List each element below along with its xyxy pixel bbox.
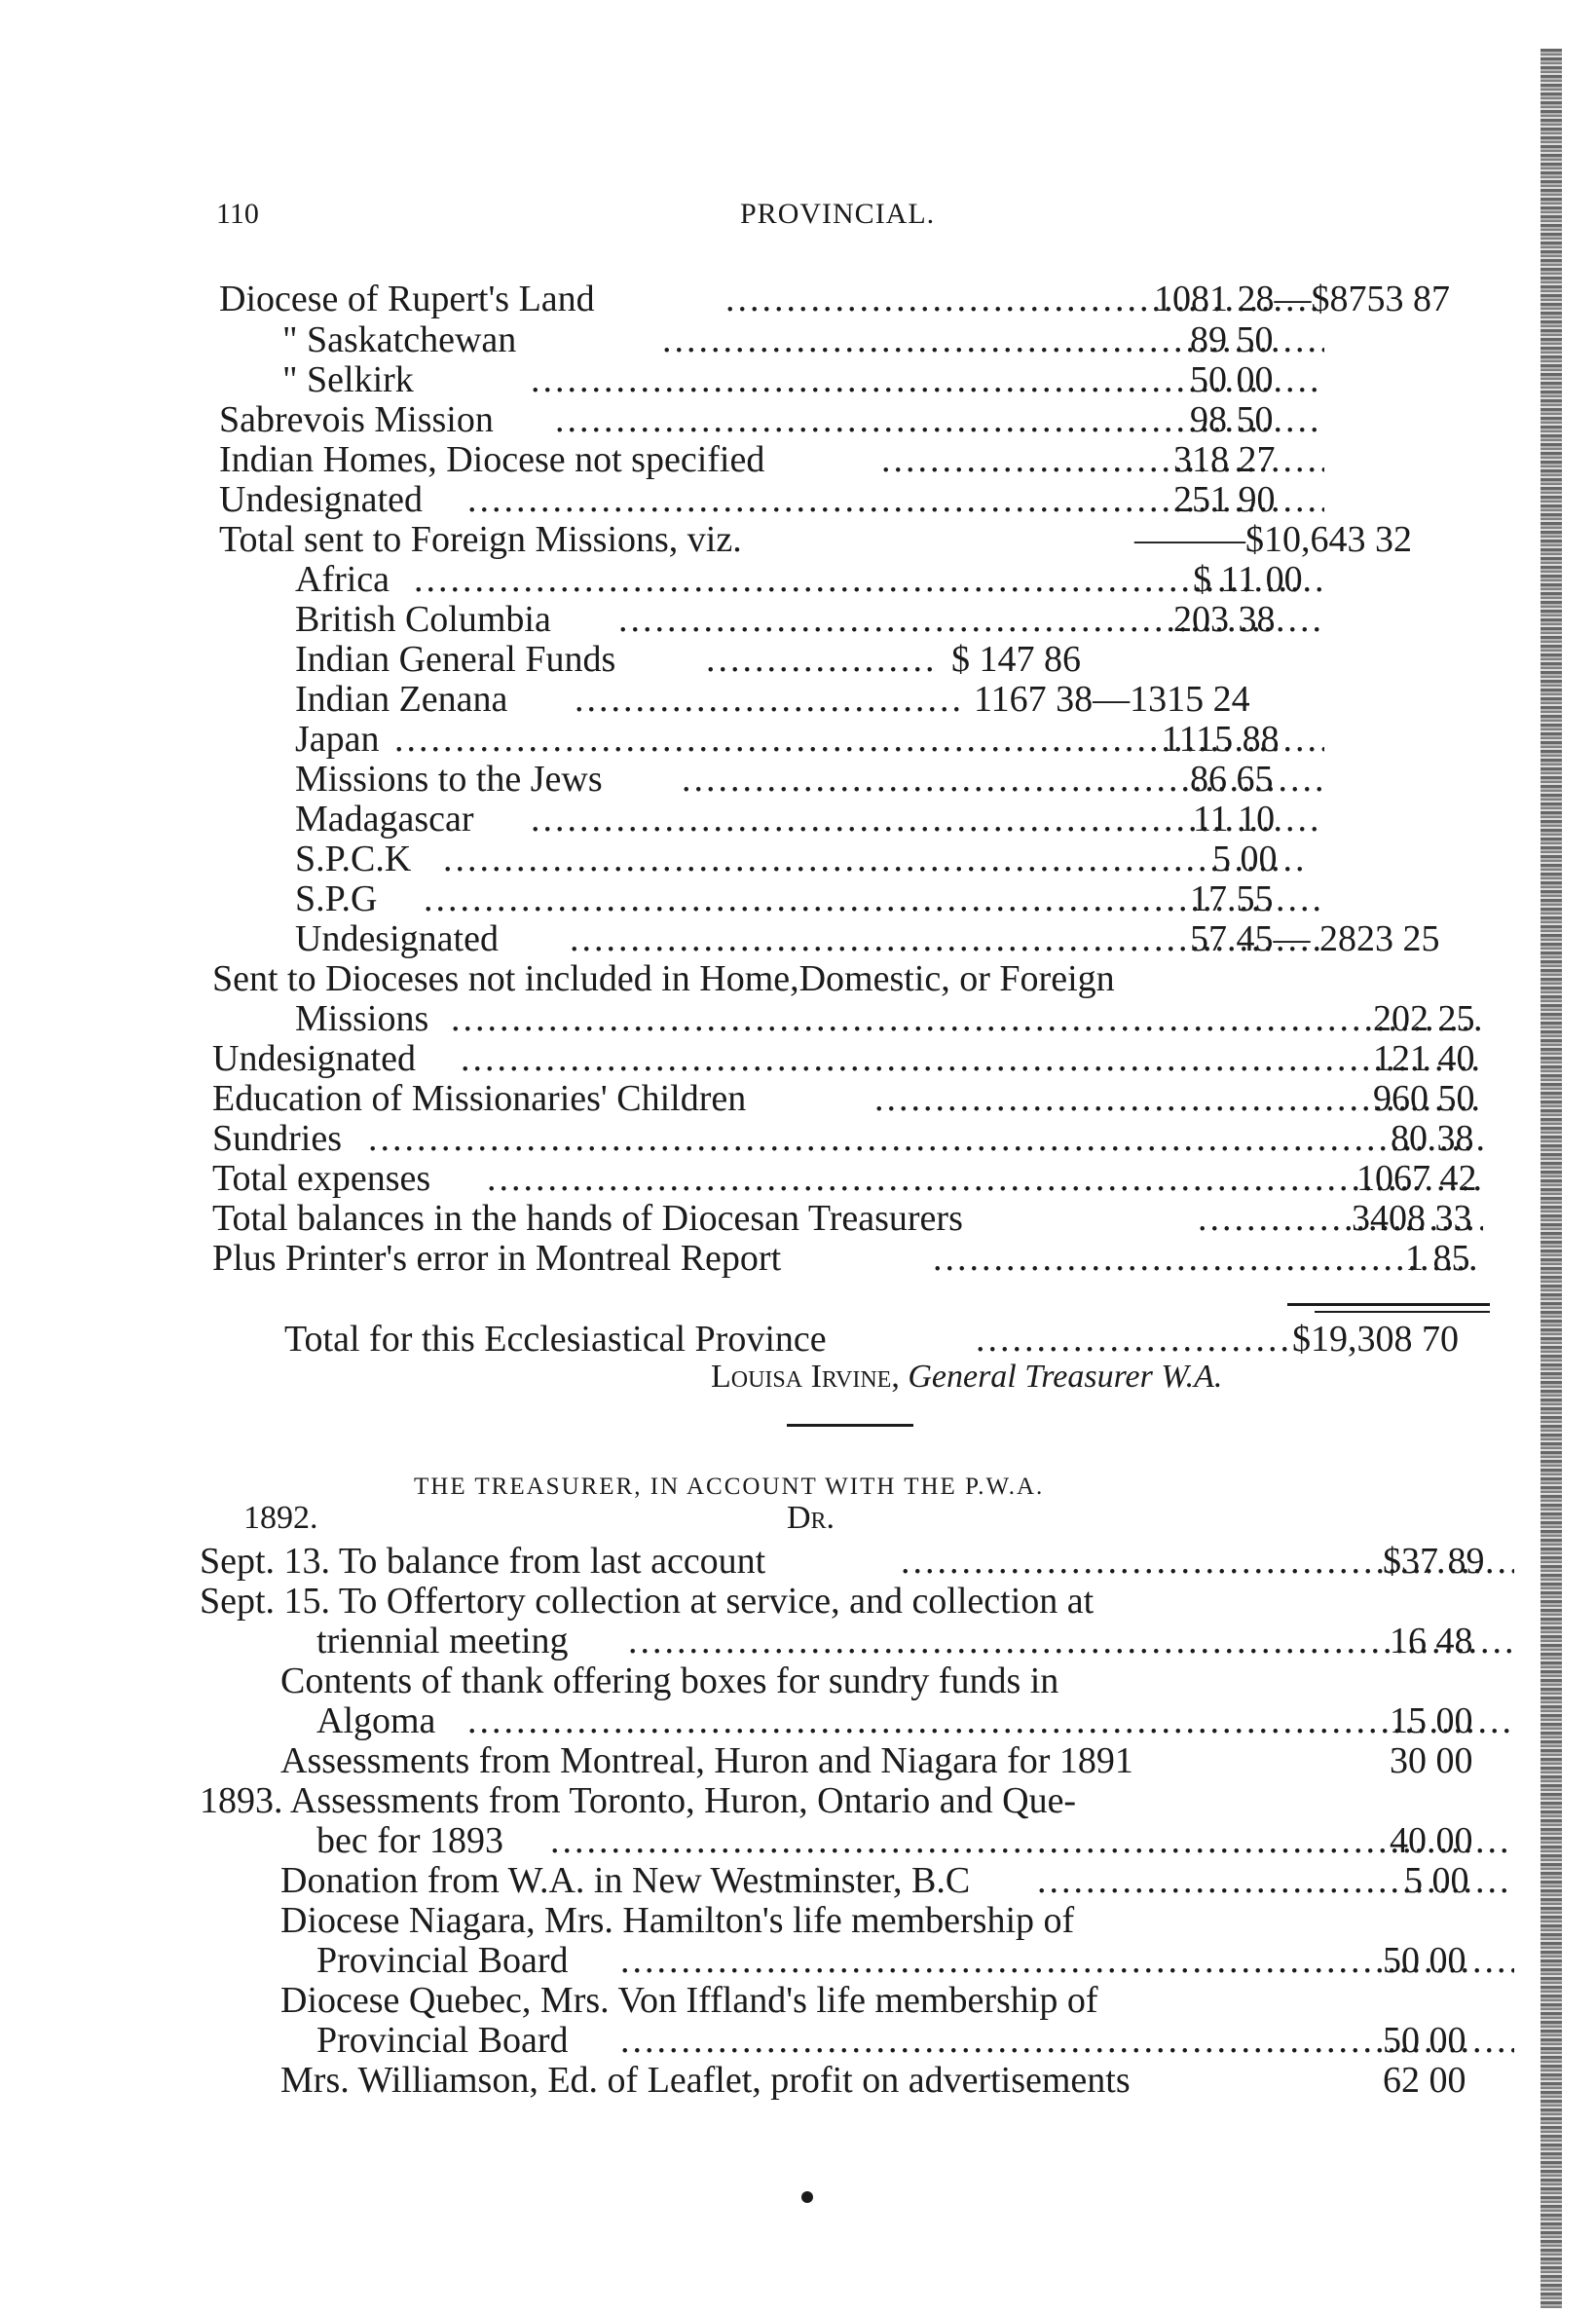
ledger-amount: 17 55: [1190, 878, 1274, 919]
ledger-amount: 57 45— 2823 25: [1190, 918, 1440, 959]
entry-amount: 16 48: [1390, 1621, 1473, 1661]
signature-name: Louisa Irvine,: [711, 1359, 900, 1395]
ledger-line: [219, 639, 1514, 680]
ledger-amount: 89 50: [1190, 319, 1274, 360]
ledger-line: [219, 519, 1514, 560]
leader-dots: [443, 839, 1310, 879]
ledger-label: Total balances in the hands of Diocesan Treasurers: [212, 1198, 963, 1239]
ledger-label: Missions: [295, 998, 429, 1039]
leader-dots: [628, 1621, 1514, 1661]
ledger-line: [219, 559, 1514, 600]
ledger-label: Total for this Ecclesiastical Province: [284, 1319, 827, 1360]
signature-line: [711, 1359, 1222, 1396]
page-title: PROVINCIAL.: [740, 198, 936, 230]
ledger-line: [219, 799, 1514, 839]
ledger-amount: 203 38: [1173, 599, 1276, 640]
ledger-line: [219, 359, 1514, 400]
grand-total-line: [284, 1319, 1502, 1360]
ledger-label: " Selkirk: [282, 359, 414, 400]
account-entry: [200, 1581, 1509, 1622]
account-entry: [200, 1940, 1509, 1981]
account-entry: [200, 2060, 1509, 2101]
leader-dots: [706, 639, 940, 680]
ledger-line: [219, 399, 1514, 440]
ledger-amount: 86 65: [1190, 759, 1274, 800]
account-entry: [200, 1820, 1509, 1861]
ledger-amount: 3408 33: [1352, 1198, 1472, 1239]
ledger-amount: 202 25: [1373, 998, 1475, 1039]
ledger-label: S.P.C.K: [295, 839, 412, 879]
ledger-line: [212, 1158, 1517, 1199]
page-header: [195, 198, 1490, 237]
account-entry: [200, 2020, 1509, 2061]
ledger-line: [219, 918, 1514, 959]
entry-label: Provincial Board: [316, 2020, 569, 2061]
entry-label: Algoma: [316, 1700, 436, 1741]
ledger-label: Japan: [295, 719, 380, 760]
ledger-line: [219, 479, 1514, 520]
leader-dots: [461, 1038, 1483, 1079]
leader-dots: [550, 1820, 1514, 1861]
ledger-line: [219, 878, 1514, 919]
entry-amount: 50 00: [1383, 1940, 1466, 1981]
ledger-label: Indian Homes, Diocese not specified: [219, 439, 765, 480]
ledger-label: Plus Printer's error in Montreal Report: [212, 1238, 782, 1279]
ledger-label: Indian Zenana: [295, 679, 508, 720]
section-divider: [787, 1424, 913, 1427]
entry-amount: 5 00: [1404, 1860, 1469, 1901]
ledger-line: [212, 1118, 1517, 1159]
entry-label: Sept. 15. To Offertory collection at service, and collection at: [200, 1581, 1095, 1622]
entry-label: Provincial Board: [316, 1940, 569, 1981]
ledger-label: Diocese of Rupert's Land: [219, 279, 595, 319]
ledger-amount: 98 50: [1190, 399, 1274, 440]
leader-dots: [575, 679, 959, 720]
leader-dots: [451, 998, 1483, 1039]
ledger-label: " Saskatchewan: [282, 319, 517, 360]
leader-dots: [620, 2020, 1514, 2061]
ledger-line: [212, 1038, 1517, 1079]
ledger-amount: 251 90: [1173, 479, 1276, 520]
account-side: Dr.: [787, 1500, 835, 1536]
ledger-amount: 5 00: [1212, 839, 1278, 879]
entry-amount: 50 00: [1383, 2020, 1466, 2061]
account-title: THE TREASURER, IN ACCOUNT WITH THE P.W.A.: [414, 1474, 1045, 1500]
ledger-amount: 121 40: [1373, 1038, 1475, 1079]
entry-amount: 62 00: [1383, 2060, 1466, 2101]
ledger-amount: 1067 42: [1356, 1158, 1477, 1199]
ledger-label: Indian General Funds: [295, 639, 616, 680]
entry-label: Diocese Niagara, Mrs. Hamilton's life membership of: [280, 1900, 1075, 1941]
sum-rule: [1315, 1311, 1490, 1313]
ledger-amount: $19,308 70: [1292, 1319, 1459, 1360]
leader-dots: [933, 1238, 1483, 1279]
ledger-amount: $ 147 86: [951, 639, 1081, 680]
ledger-label: S.P.G: [295, 878, 378, 919]
ledger-amount: 1115 88: [1162, 719, 1280, 760]
entry-amount: 15 00: [1390, 1700, 1473, 1741]
account-year: 1892.: [243, 1500, 318, 1536]
ledger-label: British Columbia: [295, 599, 551, 640]
ledger-amount: ———$10,643 32: [1134, 519, 1412, 560]
ledger-label: Sundries: [212, 1118, 342, 1159]
page-binding-edge: [1540, 49, 1562, 2308]
ledger-label: Total expenses: [212, 1158, 431, 1199]
ledger-amount: 1167 38—1315 24: [974, 679, 1250, 720]
ledger-amount: 11 10: [1193, 799, 1276, 839]
ledger-line: [219, 599, 1514, 640]
leader-dots: [467, 1700, 1514, 1741]
leader-dots: [368, 1118, 1483, 1159]
account-entry: [200, 1621, 1509, 1661]
ledger-label: Sabrevois Mission: [219, 399, 494, 440]
account-entry: [200, 1740, 1509, 1781]
entry-label: Diocese Quebec, Mrs. Von Iffland's life membership of: [280, 1980, 1098, 2021]
account-entry: [200, 1541, 1509, 1582]
ledger-line: [219, 719, 1514, 760]
entry-label: Mrs. Williamson, Ed. of Leaflet, profit on advertisements: [280, 2060, 1131, 2101]
entry-label: Donation from W.A. in New Westminster, B.C: [280, 1860, 971, 1901]
entry-amount: $37 89: [1383, 1541, 1485, 1582]
ledger-label: Undesignated: [219, 479, 423, 520]
entry-label: bec for 1893: [316, 1820, 504, 1861]
entry-label: Contents of thank offering boxes for sundry funds in: [280, 1660, 1059, 1701]
leader-dots: [487, 1158, 1483, 1199]
signature-role: General Treasurer W.A.: [908, 1359, 1223, 1395]
ledger-label: Missions to the Jews: [295, 759, 603, 800]
ledger-line: [212, 958, 1507, 999]
ledger-line: [212, 1198, 1517, 1239]
account-entry: [200, 1780, 1509, 1821]
entry-label: Sept. 13. To balance from last account: [200, 1541, 766, 1582]
ledger-label: Sent to Dioceses not included in Home,Domestic, or Foreign: [212, 958, 1115, 999]
ledger-amount: $ 11 00: [1193, 559, 1303, 600]
leader-dots: [976, 1319, 1287, 1360]
entry-label: 1893. Assessments from Toronto, Huron, Ontario and Que-: [200, 1780, 1077, 1821]
ledger-label: Total sent to Foreign Missions, viz.: [219, 519, 742, 560]
ledger-amount: 960 50: [1373, 1078, 1475, 1119]
ledger-label: Africa: [295, 559, 390, 600]
entry-amount: 40 00: [1390, 1820, 1473, 1861]
account-entry: [200, 1660, 1509, 1701]
sum-rule: [1287, 1303, 1490, 1306]
ledger-line: [219, 439, 1514, 480]
ledger-amount: 80 38: [1391, 1118, 1474, 1159]
ledger-line: [219, 839, 1514, 879]
ledger-amount: 318 27: [1173, 439, 1276, 480]
ledger-line: [219, 319, 1514, 360]
ledger-amount: 1081 28—$8753 87: [1154, 279, 1450, 319]
entry-amount: 30 00: [1390, 1740, 1473, 1781]
ledger-line: [219, 279, 1514, 319]
ledger-line: [212, 1238, 1517, 1279]
ledger-line: [219, 679, 1514, 720]
entry-label: Assessments from Montreal, Huron and Niagara for 1891: [280, 1740, 1133, 1781]
page-dot: [801, 2191, 813, 2203]
ledger-label: Education of Missionaries' Children: [212, 1078, 747, 1119]
ledger-line: [219, 759, 1514, 800]
account-entry: [200, 1700, 1509, 1741]
account-entry: [200, 1900, 1509, 1941]
ledger-label: Undesignated: [212, 1038, 416, 1079]
ledger-line: [212, 1078, 1517, 1119]
ledger-amount: 1 85: [1405, 1238, 1470, 1279]
ledger-amount: 50 00: [1190, 359, 1274, 400]
ledger-label: Undesignated: [295, 918, 499, 959]
entry-label: triennial meeting: [316, 1621, 569, 1661]
account-entry: [200, 1860, 1509, 1901]
ledger-label: Madagascar: [295, 799, 474, 839]
page-number: 110: [216, 198, 259, 230]
leader-dots: [414, 559, 1324, 600]
ledger-line: [212, 998, 1517, 1039]
account-entry: [200, 1980, 1509, 2021]
leader-dots: [620, 1940, 1514, 1981]
